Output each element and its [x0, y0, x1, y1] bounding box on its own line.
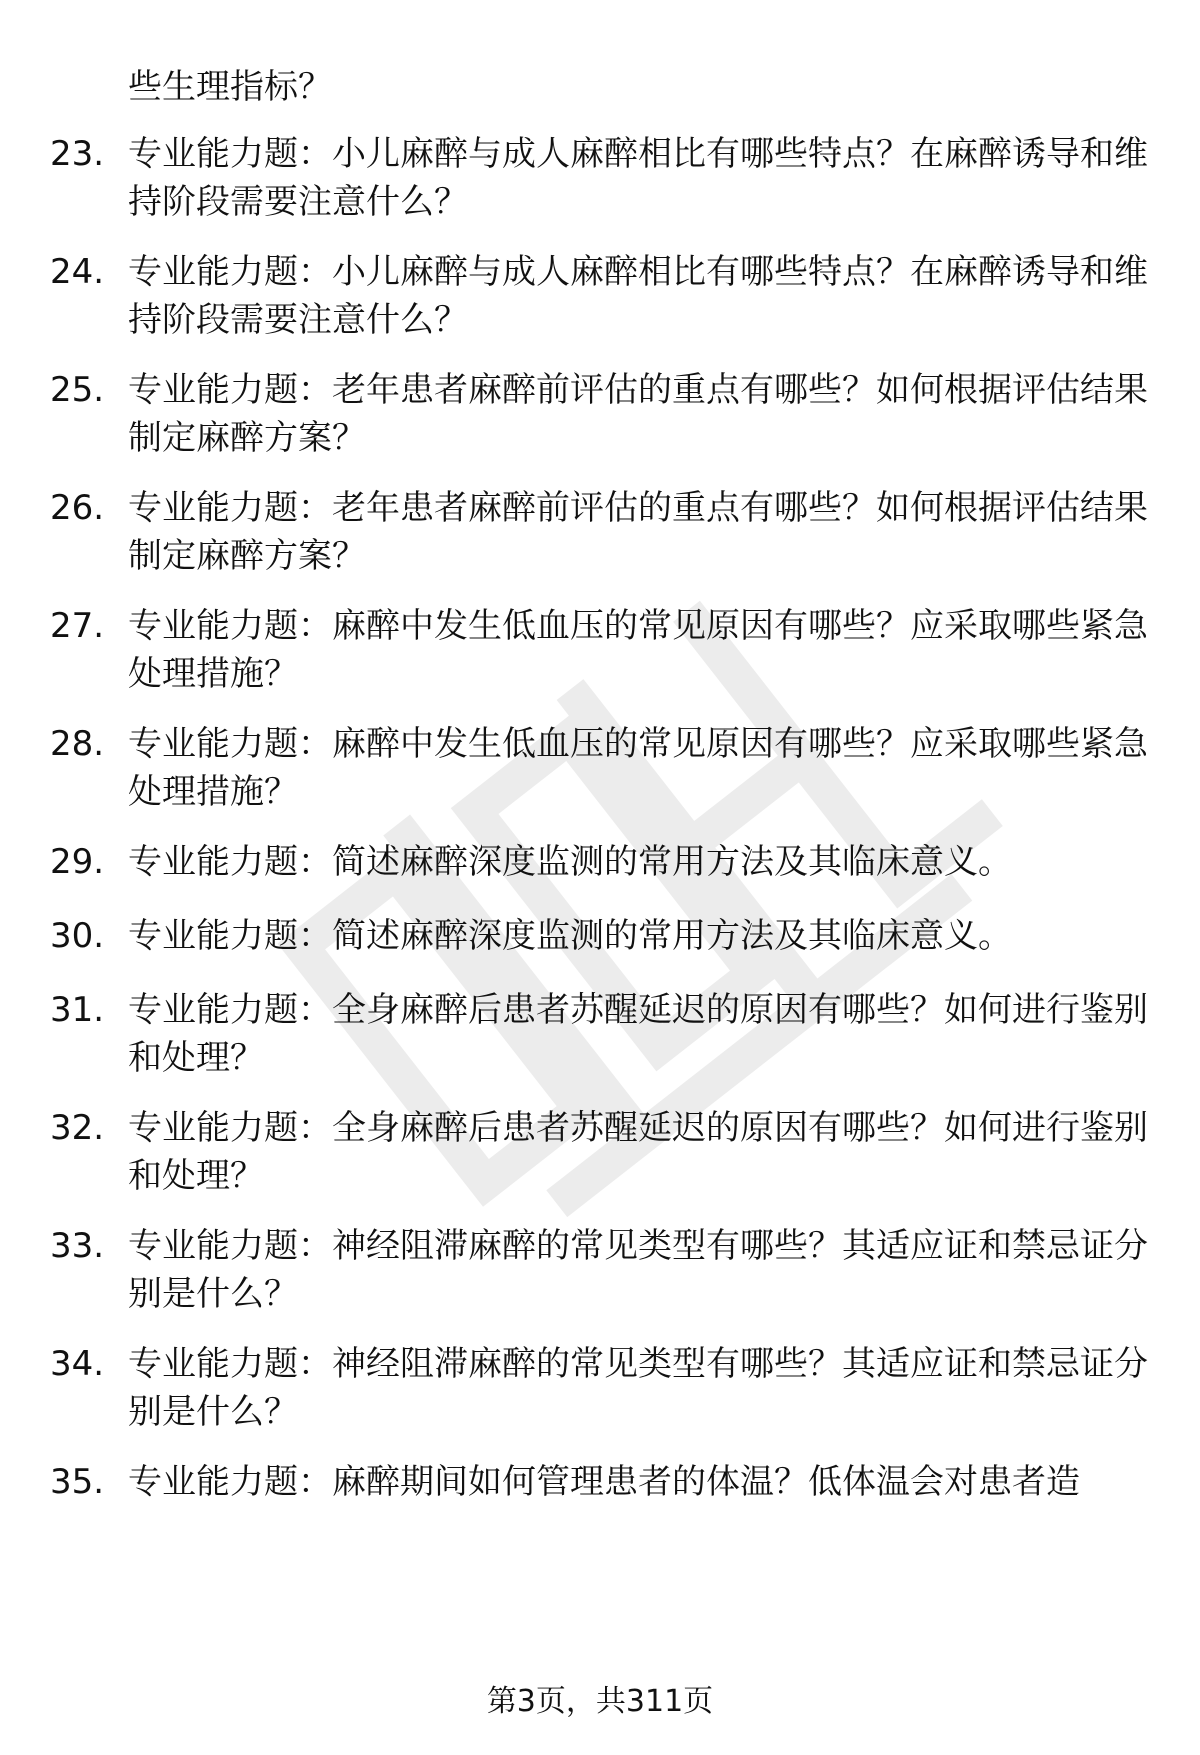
question-number: 25. — [50, 370, 105, 410]
question-number: 35. — [50, 1462, 105, 1502]
question-number: 24. — [50, 252, 105, 292]
question-text: 专业能力题：麻醉中发生低血压的常见原因有哪些？应采取哪些紧急处理措施？ — [128, 724, 1148, 812]
question-number: 30. — [50, 916, 105, 956]
question-number: 33. — [50, 1226, 105, 1266]
question-number: 23. — [50, 134, 105, 174]
question-number: 27. — [50, 606, 105, 646]
question-text: 专业能力题：小儿麻醉与成人麻醉相比有哪些特点？在麻醉诱导和维持阶段需要注意什么？ — [128, 252, 1148, 340]
question-text: 专业能力题：老年患者麻醉前评估的重点有哪些？如何根据评估结果制定麻醉方案？ — [128, 370, 1148, 458]
question-number: 28. — [50, 724, 105, 764]
question-number: 29. — [50, 842, 105, 882]
question-text: 专业能力题：神经阻滞麻醉的常见类型有哪些？其适应证和禁忌证分别是什么？ — [128, 1344, 1148, 1432]
question-number: 34. — [50, 1344, 105, 1384]
question-text: 专业能力题：简述麻醉深度监测的常用方法及其临床意义。 — [128, 916, 1012, 956]
question-number: 31. — [50, 990, 105, 1030]
question-text: 专业能力题：小儿麻醉与成人麻醉相比有哪些特点？在麻醉诱导和维持阶段需要注意什么？ — [128, 134, 1148, 222]
question-text: 专业能力题：全身麻醉后患者苏醒延迟的原因有哪些？如何进行鉴别和处理？ — [128, 1108, 1148, 1196]
question-text: 专业能力题：老年患者麻醉前评估的重点有哪些？如何根据评估结果制定麻醉方案？ — [128, 488, 1148, 576]
question-number: 32. — [50, 1108, 105, 1148]
continuation-text: 些生理指标？ — [128, 67, 332, 107]
page-footer: 第3页，共311页 — [486, 1684, 714, 1719]
question-text: 专业能力题：麻醉期间如何管理患者的体温？低体温会对患者造 — [128, 1462, 1080, 1502]
question-text: 专业能力题：神经阻滞麻醉的常见类型有哪些？其适应证和禁忌证分别是什么？ — [128, 1226, 1148, 1314]
question-text: 专业能力题：麻醉中发生低血压的常见原因有哪些？应采取哪些紧急处理措施？ — [128, 606, 1148, 694]
question-text: 专业能力题：简述麻醉深度监测的常用方法及其临床意义。 — [128, 842, 1012, 882]
question-text: 专业能力题：全身麻醉后患者苏醒延迟的原因有哪些？如何进行鉴别和处理？ — [128, 990, 1148, 1078]
question-number: 26. — [50, 488, 105, 528]
